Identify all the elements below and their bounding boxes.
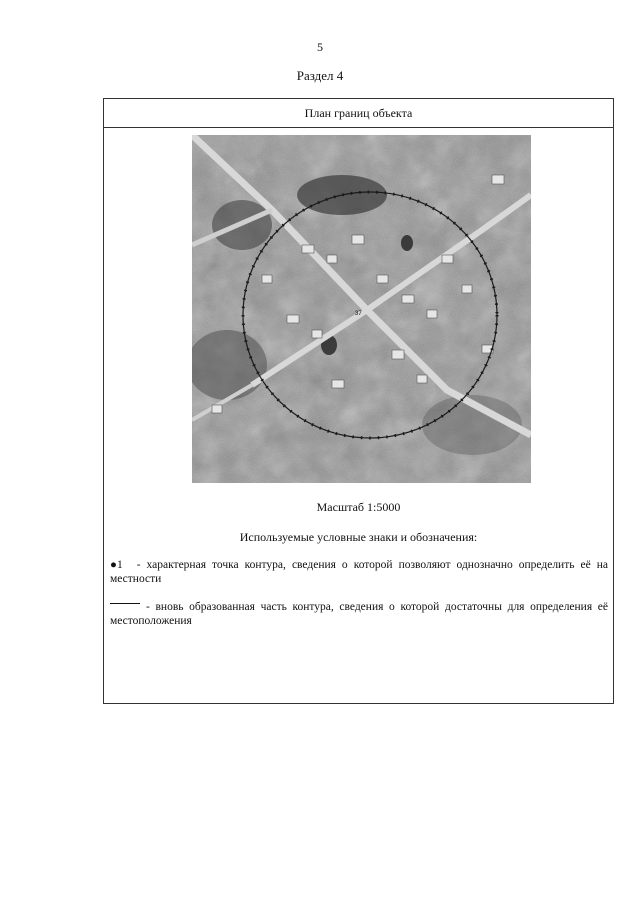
legend-line-text: - вновь образованная часть контура, сведения о которой достаточны для определения её местоположения <box>110 601 608 627</box>
aerial-map-image <box>192 135 531 483</box>
legend-title: Используемые условные знаки и обозначения: <box>239 530 478 544</box>
legend-point-text: - характерная точка контура, сведения о которой позволяют однозначно определить её на местности <box>110 559 608 585</box>
legend-point-item <box>110 558 608 586</box>
section-title: Раздел 4 <box>296 68 344 83</box>
map-scale: Масштаб 1:5000 <box>316 500 401 514</box>
legend-line-item <box>110 600 608 628</box>
plan-title: План границ объекта <box>104 99 613 128</box>
point-marker-icon: ●1 <box>110 559 123 571</box>
aerial-map <box>192 135 531 483</box>
contour-line-icon <box>110 603 140 604</box>
map-point-label: 37 <box>355 311 362 317</box>
page-number: 5 <box>317 40 323 54</box>
plan-frame <box>103 98 614 704</box>
